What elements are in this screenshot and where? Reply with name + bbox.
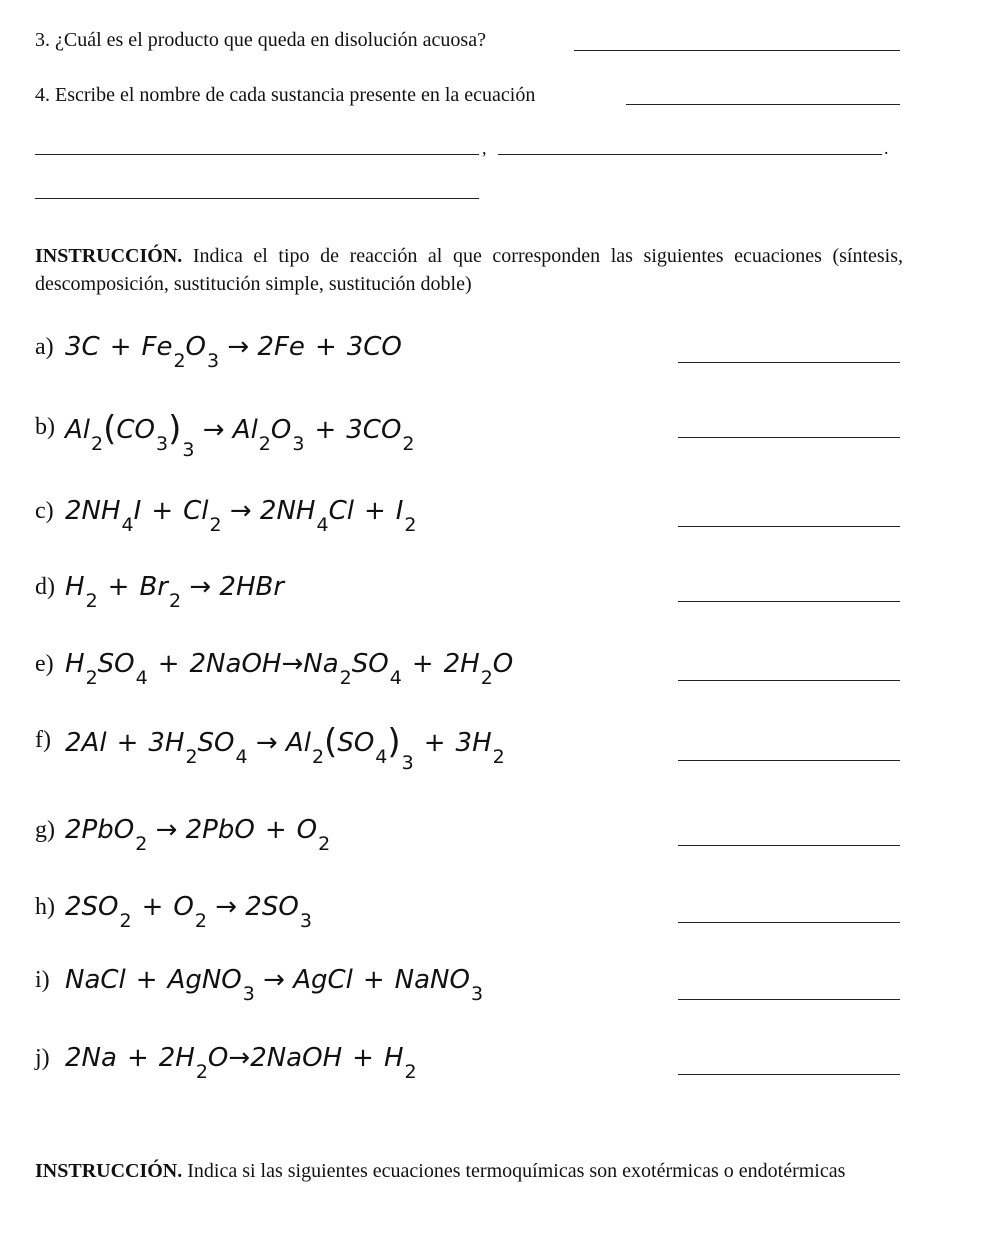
answer-line-q4[interactable] [626, 104, 900, 105]
answer-line-a[interactable] [678, 362, 900, 363]
equation-h: $2SO_2 + O_2 \to 2SO_3$ [65, 892, 312, 932]
equation-label: a) [35, 334, 54, 360]
equation-b: $Al_2(CO_3)_3 \to Al_2O_3 + 3CO_2$ [65, 409, 415, 461]
answer-line-q4-name-1[interactable] [35, 154, 479, 155]
equation-label: e) [35, 651, 54, 677]
instruction-heading: INSTRUCCIÓN. [35, 1160, 183, 1182]
equation-label: i) [35, 967, 50, 993]
equation-label: c) [35, 498, 54, 524]
equation-c: $2NH_4I + Cl_2 \to 2NH_4Cl + I_2$ [65, 496, 417, 536]
answer-line-q3[interactable] [574, 50, 900, 51]
equation-label: j) [35, 1045, 50, 1071]
equation-label: h) [35, 894, 55, 920]
answer-line-b[interactable] [678, 437, 900, 438]
question-3: 3. ¿Cuál es el producto que queda en disolución acuosa? [35, 29, 486, 51]
answer-line-c[interactable] [678, 526, 900, 527]
equation-label: f) [35, 727, 51, 753]
answer-line-q4-name-2[interactable] [498, 154, 882, 155]
equation-label: d) [35, 574, 55, 600]
equation-label: b) [35, 414, 55, 440]
equation-label: g) [35, 817, 55, 843]
instruction-heading: INSTRUCCIÓN. [35, 245, 183, 267]
separator-period: . [884, 138, 889, 158]
instruction-text: Indica el tipo de reacción al que corresponden las siguientes ecuaciones (síntesis, descomposición, sustitución simple, sustitución doble) [35, 245, 903, 295]
answer-line-g[interactable] [678, 845, 900, 846]
answer-line-d[interactable] [678, 601, 900, 602]
equation-j: $2Na + 2H_2O\to 2NaOH + H_2$ [65, 1043, 417, 1083]
equation-a: $3C + Fe_2O_3 \to 2Fe + 3CO$ [65, 332, 402, 372]
question-4: 4. Escribe el nombre de cada sustancia presente en la ecuación [35, 84, 536, 106]
answer-line-h[interactable] [678, 922, 900, 923]
answer-line-e[interactable] [678, 680, 900, 681]
equation-g: $2PbO_2 \to 2PbO + O_2$ [65, 815, 331, 855]
equation-i: NaCl + AgNO$_3$ → AgCl + NaNO$_3$ [65, 965, 484, 1005]
equation-f: $2Al + 3H_2SO_4 \to Al_2(SO_4)_3+ 3H_2$ [65, 722, 505, 774]
answer-line-q4-name-3[interactable] [35, 198, 479, 199]
instruction-thermochemical [35, 1157, 903, 1185]
instruction-reaction-type [35, 242, 903, 298]
answer-line-i[interactable] [678, 999, 900, 1000]
equation-e: $H_2SO_4$ + $2NaOH\to Na_2SO_4 + 2H_2O$ [65, 649, 514, 689]
equation-d: $H_2 + Br_2 \to 2HBr$ [65, 572, 285, 612]
answer-line-f[interactable] [678, 760, 900, 761]
separator-comma: , [482, 138, 487, 158]
instruction-text: Indica si las siguientes ecuaciones termoquímicas son exotérmicas o endotérmicas [187, 1160, 846, 1182]
answer-line-j[interactable] [678, 1074, 900, 1075]
